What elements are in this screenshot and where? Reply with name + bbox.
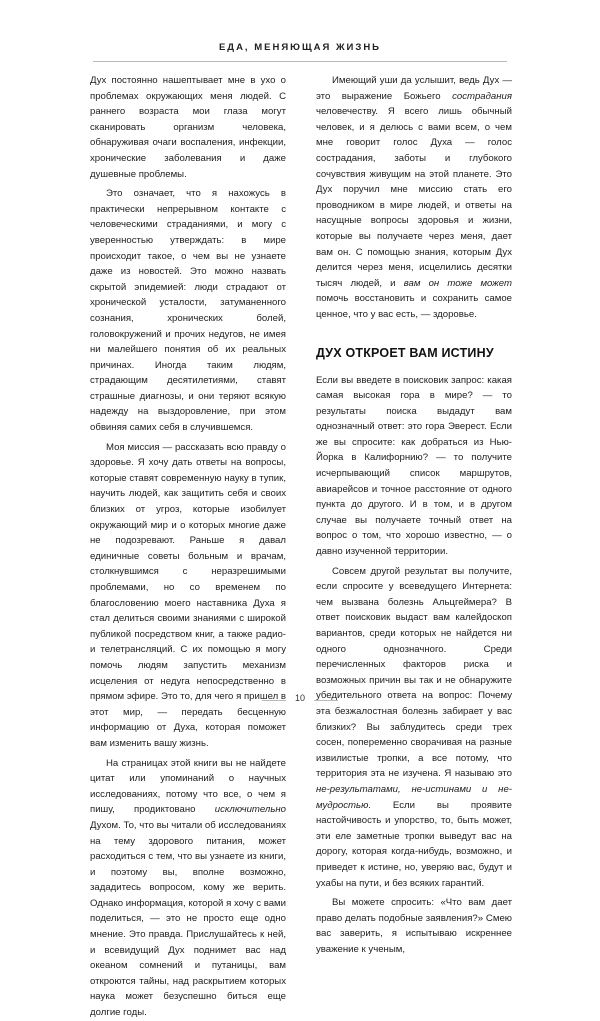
text-run: . Если вы проявите настойчивость и упорство, то, быть может, эти еле заметные тропки выведут вас на дорогу, которая когда-нибудь, возможно, и приведет к истине, но, уверяю вас, будут и ухабы на пути, и без всяких гарантий.: [316, 799, 512, 889]
text-run: помочь восстановить и сохранить самое ценное, что у вас есть, — здоровье.: [316, 293, 512, 320]
right-column: [316, 73, 512, 957]
emphasis: исключительно: [214, 804, 286, 816]
paragraph: Это означает, что я нахожусь в практически непрерывном контакте с человеческими страданиями, и могу с уверенностью утверждать: в мире происходит такое, о чем вы не узнаете даже из новостей. Это можно назвать скрытой эпидемией: люди страдают от хронической усталости, затуманенного сознания, хронических болей, головокружений и прочих недугов, не имея ни малейшего понятия об их реальных причинах. Иногда таким людям, страдающим десятилетиями, ставят страшные диагнозы, и они теряют всякую надежду на выздоровление, при этом обвиняя самих себя в случившемся.: [90, 188, 286, 434]
running-header: ЕДА, МЕНЯЮЩАЯ ЖИЗНЬ: [218, 42, 382, 53]
emphasis: вам он тоже может: [403, 277, 512, 289]
paragraph: Моя миссия — рассказать всю правду о здоровье. Я хочу дать ответы на вопросы, которые ставят современную науку в тупик, научить людей, как защитить себя и своих близких от угроз, которые изобилует окружающий мир и о которых многие даже не подозревают. Раньше я давал единичные советы больным и врачам, столкнувшимся с неразрешимыми проблемами, но со временем по благословению моего наставника Духа я стал делиться своими знаниями с широкой публикой посредством книг, а также радио- и телетрансляций. С их помощью я могу помочь людям запустить механизм исцеления от недуга непосредственно в прямом эфире. Это то, для чего я пришел в этот мир, — передать бесценную информацию от Духа, которая поможет вам изменить вашу жизнь.: [90, 441, 286, 749]
paragraph: [90, 756, 286, 1021]
text-run: Духом. То, что вы читали об исследованиях на тему здорового питания, может расходиться с тем, что вы узнаете из книги, и поэтому вы, вполне возможно, зададитесь вопросом, кому же верить. Однако информация, которой я хочу с вами поделиться, — это не просто еще одно мнение. Это правда. Прислушайтесь к ней, и всевидущий Дух поднимет вас над океаном сомнений и путаницы, вам откроются тайны, над раскрытием которых наука может безуспешно биться еще долгие годы.: [90, 819, 286, 1019]
emphasis: сострадания: [452, 90, 512, 102]
paragraph: Если вы введете в поисковик запрос: какая самая высокая гора в мире? — то результаты поиска выдадут вам однозначный ответ: это гора Эверест. Если же вы спросите: как добраться из Нью-Йорка в Калифорнию? — то получите исчерпывающий список маршрутов, авиарейсов и точное расстояние от одного пункта до другого. И в том, и в другом случае вы получаете точный ответ на вопрос о том, что хорошо известно, — о давно изученной территории.: [316, 374, 512, 558]
text-run: Имеющий уши да услышит, ведь Дух — это выражение Божьего: [316, 75, 512, 102]
left-column: [90, 73, 286, 1021]
emphasis: не-результатами, не-истинами и не-мудростью: [316, 783, 512, 811]
footer-rule-right: [314, 700, 338, 701]
paragraph: Дух постоянно нашептывает мне в ухо о проблемах окружающих меня людей. С раннего возраста мои глаза могут сканировать организм человека, обнаруживая очаги воспаления, инфекции, хронические заболевания и даже душевные проблемы.: [90, 75, 286, 180]
text-run: На страницах этой книги вы не найдете цитат или упоминаний о научных исследованиях, потому что все, о чем я пишу, продиктовано: [90, 757, 286, 816]
paragraph: [316, 73, 512, 323]
paragraph: Вы можете спросить: «Что вам дает право делать подобные заявления?» Смею вас заверить, я испытываю искреннее уважение к ученым,: [316, 897, 512, 955]
page-number: 10: [294, 693, 305, 703]
text-run: человечеству. Я всего лишь обычный человек, и я делюсь с вами всем, о чем мне говорит голос Духа — голос сострадания, заботы и глубокого сочувствия живущим на этой планете. Это Дух поручил мне миссию стать его проводником в мире людей, и ответы на насущные вопросы здоровья и жизни, которые вы получаете через меня, дает вам он. С помощью знания, которым Дух делится через меня, исцелились десятки тысяч людей, и: [316, 106, 512, 289]
text-run: Совсем другой результат вы получите, если спросите у всеведущего Интернета: чем вызвана болезнь Альцгеймера? В ответ поисковик выдаст вам калейдоскоп вариантов, среди которых не найдется ни одного однозначного. Среди перечисленных факторов риска и возможных причин вы так и не обнаружите убедительного ответа на вопрос: Почему эта безжалостная болезнь забирает у вас близких? Вы заблудитесь среди трех сосен, попеременно сворачивая на разные извилистые тропки, а все потому, что территория эта не изучена. Я называю это: [316, 565, 512, 780]
header-rule: [93, 61, 507, 62]
paragraph: [316, 564, 512, 891]
section-heading: ДУХ ОТКРОЕТ ВАМ ИСТИНУ: [316, 345, 494, 360]
